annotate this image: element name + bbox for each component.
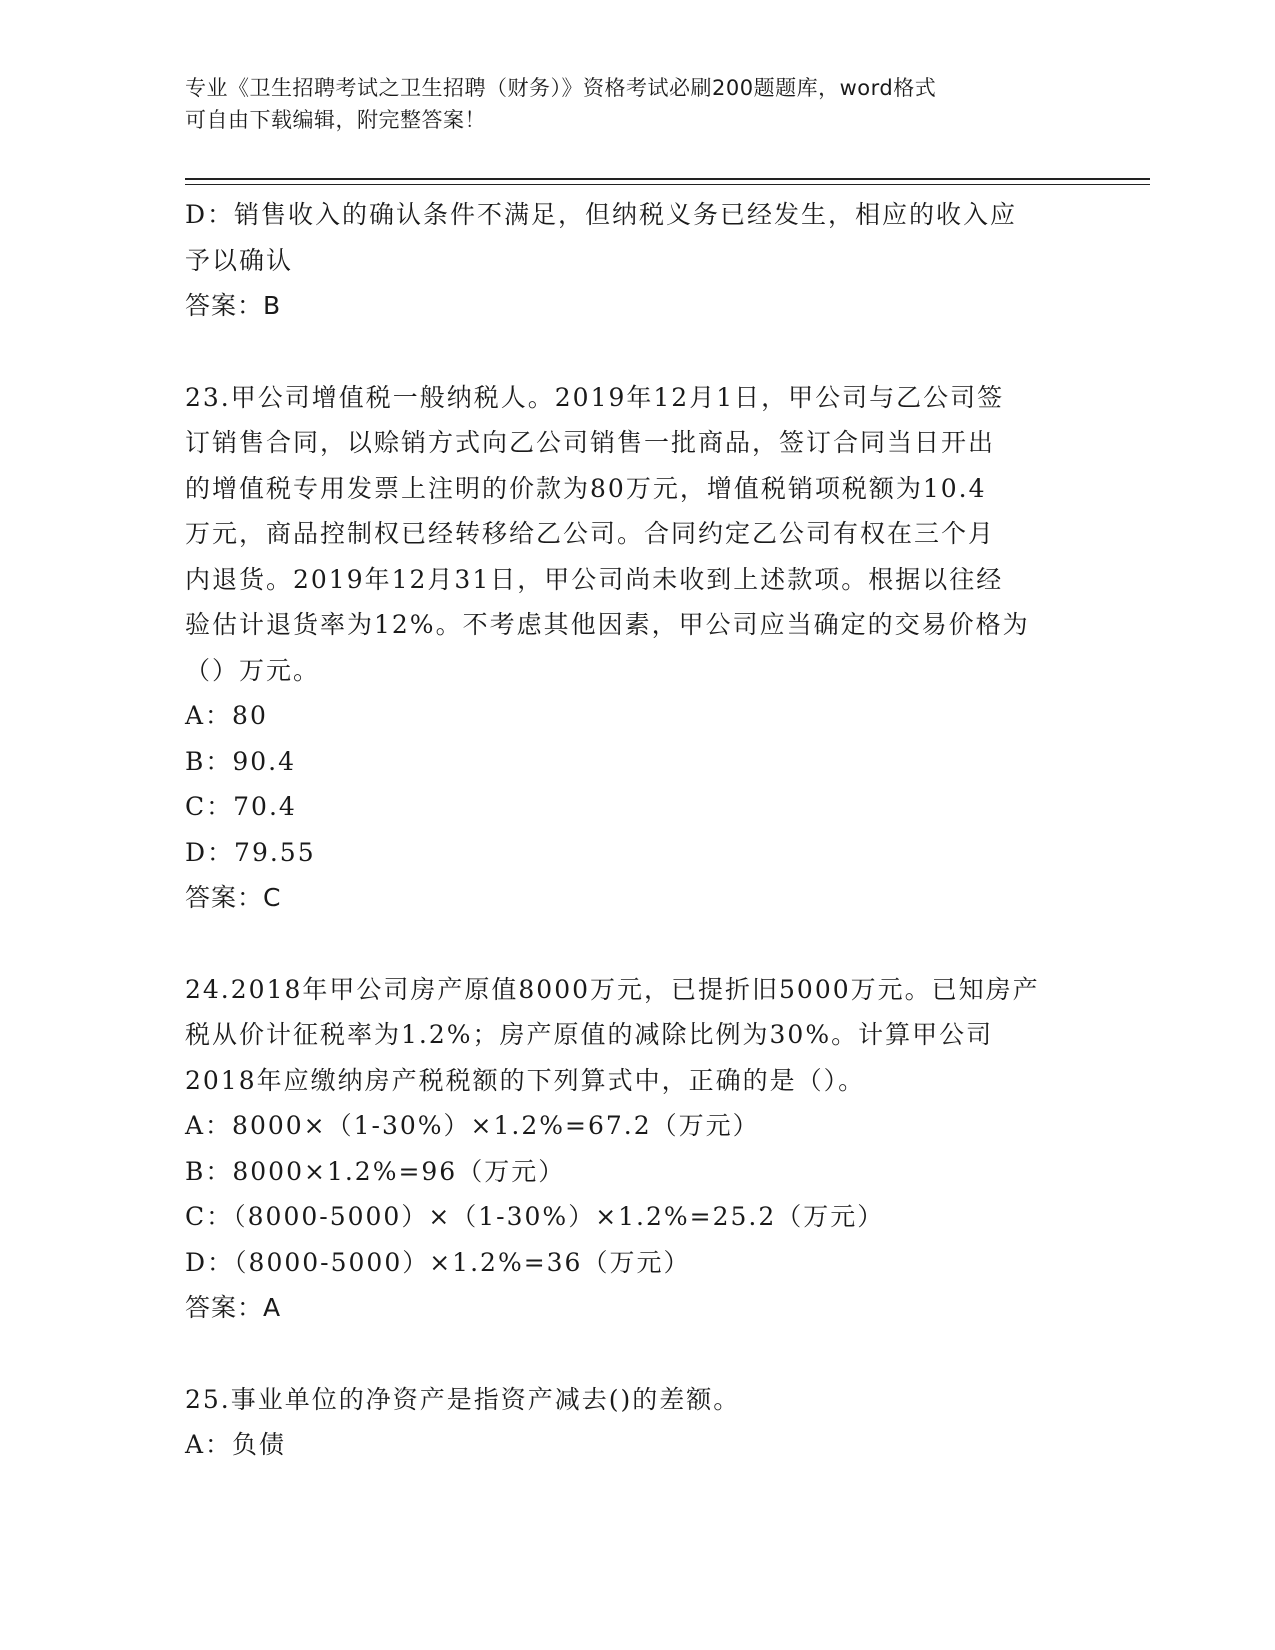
option-d-line-1: D：销售收入的确认条件不满足，但纳税义务已经发生，相应的收入应 (185, 200, 1018, 229)
option-c: C：（8000-5000）×（1-30%）×1.2%=25.2（万元） (185, 1202, 885, 1231)
question-stem-line: 24.2018年甲公司房产原值8000万元，已提折旧5000万元。已知房产 (185, 974, 1040, 1004)
option-a: A：负债 (185, 1430, 287, 1459)
option-a: A：80 (185, 701, 268, 730)
option-a: A：8000×（1-30%）×1.2%=67.2（万元） (185, 1111, 760, 1140)
question-stem-line: 2018年应缴纳房产税税额的下列算式中，正确的是（）。 (185, 1065, 866, 1095)
option-b: B：8000×1.2%=96（万元） (185, 1156, 566, 1186)
question-23 (185, 375, 1085, 921)
question-stem-line: 内退货。2019年12月31日，甲公司尚未收到上述款项。根据以往经 (185, 564, 1004, 594)
option-d: D：79.55 (185, 837, 316, 867)
question-stem-line: （）万元。 (185, 655, 321, 685)
document-body (185, 192, 1085, 1468)
option-b: B：90.4 (185, 746, 297, 776)
question-stem-line: 23.甲公司增值税一般纳税人。2019年12月1日，甲公司与乙公司签 (185, 382, 1005, 412)
question-stem-line: 的增值税专用发票上注明的价款为80万元，增值税销项税额为10.4 (185, 473, 987, 503)
option-c: C：70.4 (185, 792, 297, 821)
document-header (185, 72, 1085, 136)
question-24 (185, 967, 1085, 1331)
header-title-line-2: 可自由下载编辑，附完整答案！ (185, 108, 486, 132)
header-divider-thick (185, 178, 1150, 180)
option-d-line-2: 予以确认 (185, 245, 294, 275)
answer-line: 答案：C (185, 883, 282, 912)
answer-line: 答案：B (185, 291, 282, 320)
question-stem-line: 万元，商品控制权已经转移给乙公司。合同约定乙公司有权在三个月 (185, 519, 996, 548)
header-divider-thin (185, 184, 1150, 185)
answer-line: 答案：A (185, 1293, 282, 1322)
spacer (185, 329, 1085, 375)
spacer (185, 1331, 1085, 1377)
prev-question-tail (185, 192, 1085, 329)
question-stem-line: 税从价计征税率为1.2%；房产原值的减除比例为30%。计算甲公司 (185, 1020, 994, 1049)
spacer (185, 921, 1085, 967)
header-title-line-1: 专业《卫生招聘考试之卫生招聘（财务）》资格考试必刷200题题库，word格式 (185, 76, 937, 100)
question-25 (185, 1377, 1085, 1468)
option-d: D：（8000-5000）×1.2%=36（万元） (185, 1247, 691, 1277)
question-stem-line: 25.事业单位的净资产是指资产减去()的差额。 (185, 1384, 741, 1414)
question-stem-line: 验估计退货率为12%。不考虑其他因素，甲公司应当确定的交易价格为 (185, 610, 1030, 639)
question-stem-line: 订销售合同，以赊销方式向乙公司销售一批商品，签订合同当日开出 (185, 428, 996, 457)
